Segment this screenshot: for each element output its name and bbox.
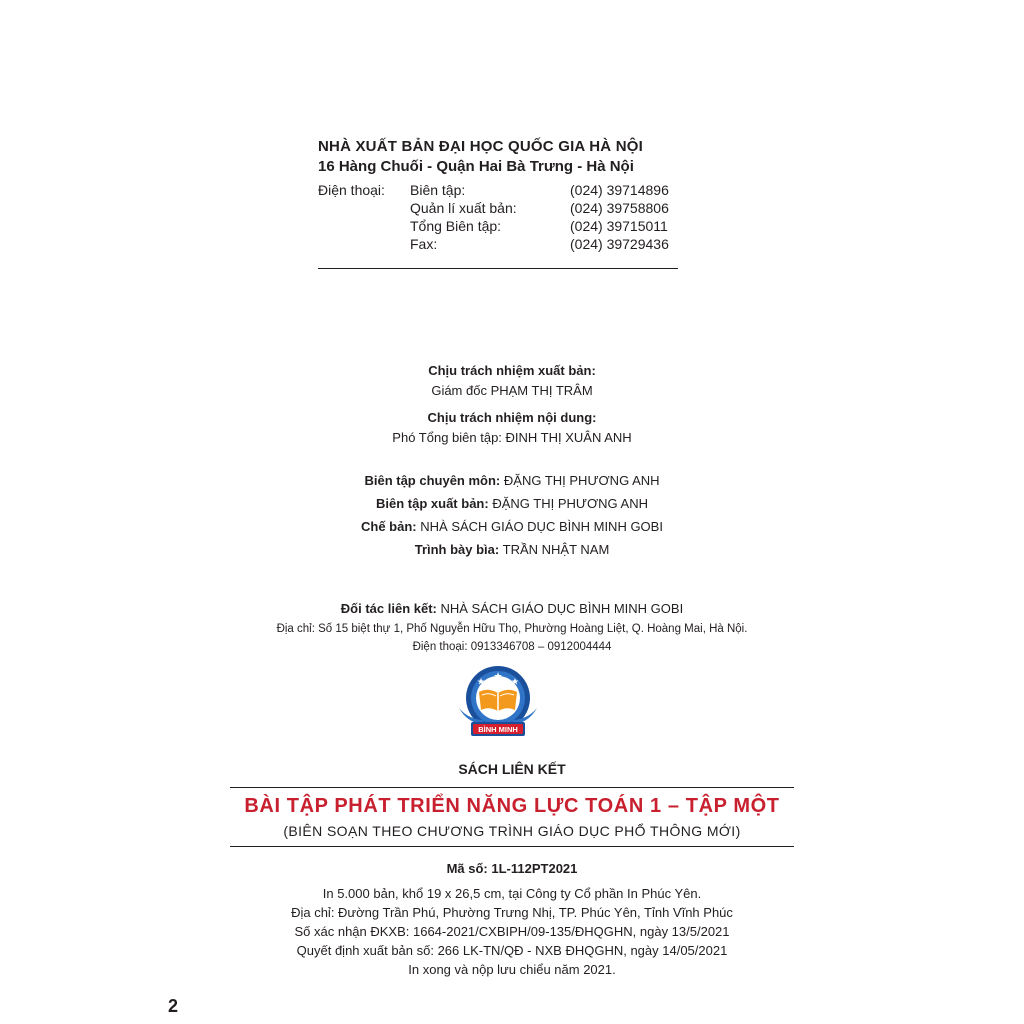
specialist-editor-value: ĐẶNG THỊ PHƯƠNG ANH — [503, 473, 660, 488]
partner-name: NHÀ SÁCH GIÁO DỤC BÌNH MINH GOBI — [440, 601, 684, 616]
phone-number: (024) 39758806 — [570, 200, 669, 216]
partner-line — [0, 600, 1024, 617]
divider — [230, 787, 794, 788]
book-subtitle: (BIÊN SOẠN THEO CHƯƠNG TRÌNH GIÁO DỤC PHỔ THÔNG MỚI) — [283, 823, 741, 839]
publisher-block — [318, 138, 678, 253]
phone-role: Fax: — [410, 236, 438, 252]
print-line: Địa chỉ: Đường Trần Phú, Phường Trưng Nhị, TP. Phúc Yên, Tỉnh Vĩnh Phúc — [291, 905, 733, 920]
phone-role: Biên tập: — [410, 182, 466, 198]
cover-design-line — [0, 541, 1024, 558]
partner-label: Đối tác liên kết: — [340, 601, 437, 616]
partner-address: Địa chỉ: Số 15 biệt thự 1, Phố Nguyễn Hữu Thọ, Phường Hoàng Liệt, Q. Hoàng Mai, Hà Nội. — [276, 623, 748, 635]
publishing-editor-label: Biên tập xuất bản: — [376, 496, 489, 511]
phone-row — [318, 199, 678, 217]
phone-row — [318, 181, 678, 199]
print-line: In xong và nộp lưu chiểu năm 2021. — [408, 962, 616, 977]
divider — [230, 846, 794, 847]
typesetting-label: Chế bản: — [361, 519, 417, 534]
phone-role: Quản lí xuất bản: — [410, 200, 517, 216]
typesetting-value: NHÀ SÁCH GIÁO DỤC BÌNH MINH GOBI — [420, 519, 663, 534]
print-line: Quyết định xuất bản số: 266 LK-TN/QĐ - NXB ĐHQGHN, ngày 14/05/2021 — [296, 943, 728, 958]
typesetting-line — [0, 518, 1024, 535]
cover-design-label: Trình bày bìa: — [414, 542, 500, 557]
phone-number: (024) 39715011 — [570, 218, 668, 234]
binh-minh-logo — [455, 664, 541, 744]
phone-number: (024) 39729436 — [570, 236, 669, 252]
print-line: Số xác nhận ĐKXB: 1664-2021/CXBIPH/09-135/ĐHQGHN, ngày 13/5/2021 — [294, 924, 730, 939]
content-responsibility-value: Phó Tổng biên tập: ĐINH THỊ XUÂN ANH — [392, 430, 632, 445]
phone-row — [318, 217, 678, 235]
partner-phone: Điện thoại: 0913346708 – 0912004444 — [412, 641, 612, 653]
phone-table — [318, 181, 678, 253]
publish-responsibility-value: Giám đốc PHẠM THỊ TRÂM — [431, 383, 593, 398]
specialist-editor-label: Biên tập chuyên môn: — [364, 473, 501, 488]
book-code: Mã số: 1L-112PT2021 — [446, 861, 578, 876]
publishing-editor-value: ĐẶNG THỊ PHƯƠNG ANH — [492, 496, 648, 511]
cover-design-value: TRẦN NHẬT NAM — [502, 542, 610, 557]
phone-row — [318, 235, 678, 253]
logo-text: BÌNH MINH — [478, 725, 518, 734]
publish-responsibility-label: Chịu trách nhiệm xuất bản: — [428, 363, 596, 378]
phone-label: Điện thoại: — [318, 182, 385, 198]
publishing-editor-line — [0, 495, 1024, 512]
book-title: BÀI TẬP PHÁT TRIỂN NĂNG LỰC TOÁN 1 – TẬP MỘT — [244, 795, 780, 817]
print-line: In 5.000 bản, khổ 19 x 26,5 cm, tại Công ty Cổ phần In Phúc Yên. — [322, 886, 702, 901]
divider — [318, 268, 678, 269]
phone-role: Tổng Biên tập: — [410, 218, 502, 234]
publisher-address: 16 Hàng Chuối - Quận Hai Bà Trưng - Hà Nội — [318, 158, 634, 175]
page-number: 2 — [168, 996, 179, 1016]
publisher-name: NHÀ XUẤT BẢN ĐẠI HỌC QUỐC GIA HÀ NỘI — [318, 138, 643, 155]
phone-number: (024) 39714896 — [570, 182, 669, 198]
specialist-editor-line — [0, 472, 1024, 489]
content-responsibility-label: Chịu trách nhiệm nội dung: — [427, 410, 597, 425]
linked-book-label: SÁCH LIÊN KẾT — [458, 761, 566, 777]
